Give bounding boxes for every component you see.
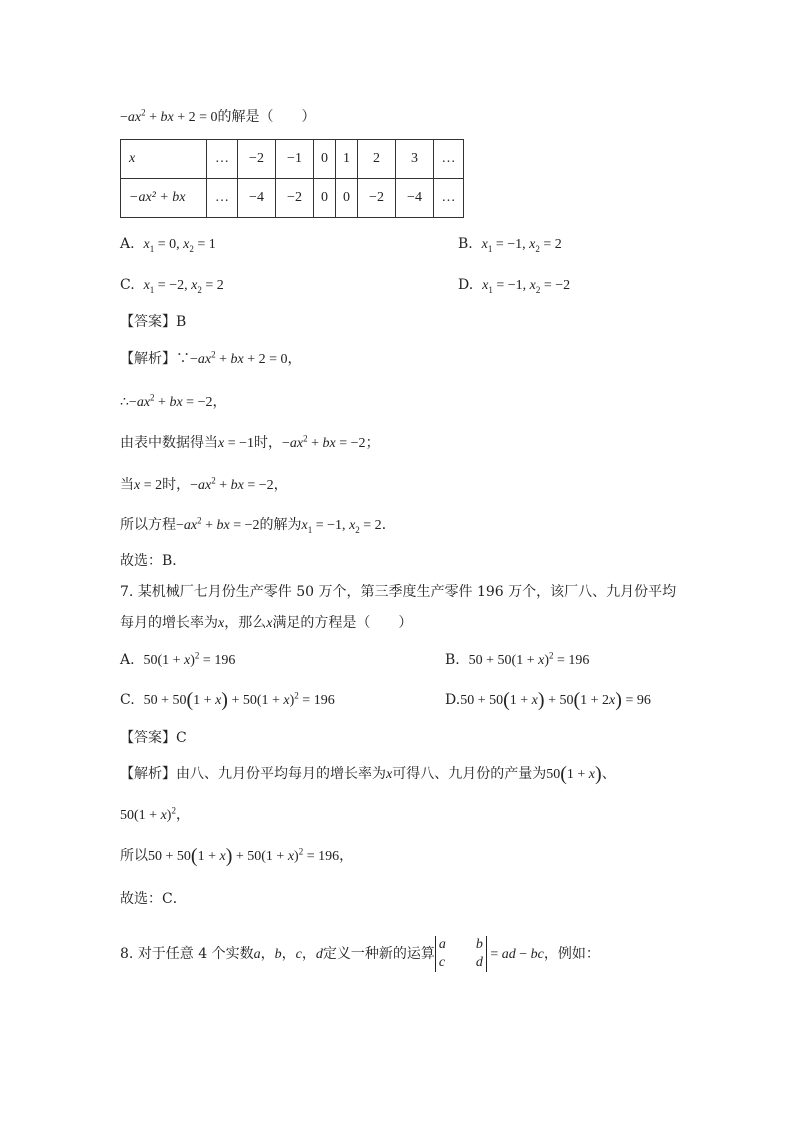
q6-value-table xyxy=(120,139,464,218)
q7-stem-line1: 7. 某机械厂七月份生产零件 50 万个，第三季度生产零件 196 万个，该厂八、九月份平均 xyxy=(120,584,677,600)
q6-analysis-step2: $\therefore-ax^2$ + bx = −2， xyxy=(120,392,227,410)
table-cell: −2 xyxy=(276,179,314,218)
q7-answer: 【答案】C xyxy=(120,730,187,746)
q8-stem: 8. 对于任意 4 个实数a，b，c，d定义一种新的运算a b c d = ad − bc，例如： xyxy=(120,937,600,970)
table-cell: 0 xyxy=(314,140,336,179)
table-cell: … xyxy=(434,179,464,218)
q6-option-c: C. $x_1 = -2$, $x_2 = 2$ xyxy=(120,277,224,295)
q6-analysis-step5: 所以方程$-ax^2$ + bx = −2的解为$x_1 = -1$, $x_2 = 2$． xyxy=(120,515,396,535)
q7-analysis-line2: $50(1 + x)^2$， xyxy=(120,805,190,823)
q6-option-b: B. $x_1 = -1$, $x_2 = 2$ xyxy=(458,236,562,254)
table-cell: −1 xyxy=(276,140,314,179)
table-cell: 0 xyxy=(336,179,358,218)
q7-analysis-line1: 【解析】由八、九月份平均每月的增长率为x可得八、九月份的产量为50(1 + x)、 xyxy=(120,763,616,785)
q6-option-d: D. $x_1 = -1$, $x_2 = -2$ xyxy=(458,277,571,295)
table-cell: −ax² + bx xyxy=(121,179,207,218)
table-cell: −2 xyxy=(238,140,276,179)
table-cell: x xyxy=(121,140,207,179)
table-cell: 0 xyxy=(314,179,336,218)
q7-option-b: B. $50 + 50(1 + x)^2 = 196$ xyxy=(445,650,590,668)
table-cell: 1 xyxy=(336,140,358,179)
table-cell: −2 xyxy=(358,179,396,218)
table-cell: … xyxy=(207,179,238,218)
q6-stem-tail: 的解是（ ） xyxy=(217,109,316,125)
q6-conclusion: 故选：B． xyxy=(120,553,187,569)
q6-option-a: A. $x_1 = 0$, $x_2 = 1$ xyxy=(120,236,216,254)
q7-conclusion: 故选：C． xyxy=(120,891,187,907)
q7-stem-line2: 每月的增长率为x，那么x满足的方程是（ ） xyxy=(120,615,413,631)
q6-equation: $-ax^2$ + bx + 2 = 0 xyxy=(120,107,218,125)
q6-analysis-step3: 由表中数据得当x = −1时，$-ax^2$ + bx = −2； xyxy=(120,433,380,451)
q6-analysis-step4: 当x = 2时，$-ax^2$ + bx = −2， xyxy=(120,475,288,493)
q7-option-c: C. $50 + 50(1 + x) + 50(1 + x)^2 = 196$ xyxy=(120,689,335,711)
q7-option-d: D.50 + 50(1 + x) + 50(1 + 2x) = 96 xyxy=(445,689,651,711)
q6-answer: 【答案】B xyxy=(120,314,187,330)
table-row xyxy=(121,140,464,179)
table-cell: 3 xyxy=(396,140,434,179)
table-cell: … xyxy=(434,140,464,179)
q7-option-a: A. $50(1 + x)^2 = 196$ xyxy=(120,650,236,668)
q6-analysis-step1: 【解析】$\because-ax^2$ + bx + 2 = 0， xyxy=(120,349,302,367)
table-cell: … xyxy=(207,140,238,179)
determinant: a b c d xyxy=(435,936,487,972)
table-cell: −4 xyxy=(238,179,276,218)
q7-analysis-line3: 所以$50 + 50(1 + x) + 50(1 + x)^2 = 196$， xyxy=(120,845,354,867)
table-cell: 2 xyxy=(358,140,396,179)
table-row xyxy=(121,179,464,218)
q6-stem xyxy=(120,107,316,128)
table-cell: −4 xyxy=(396,179,434,218)
